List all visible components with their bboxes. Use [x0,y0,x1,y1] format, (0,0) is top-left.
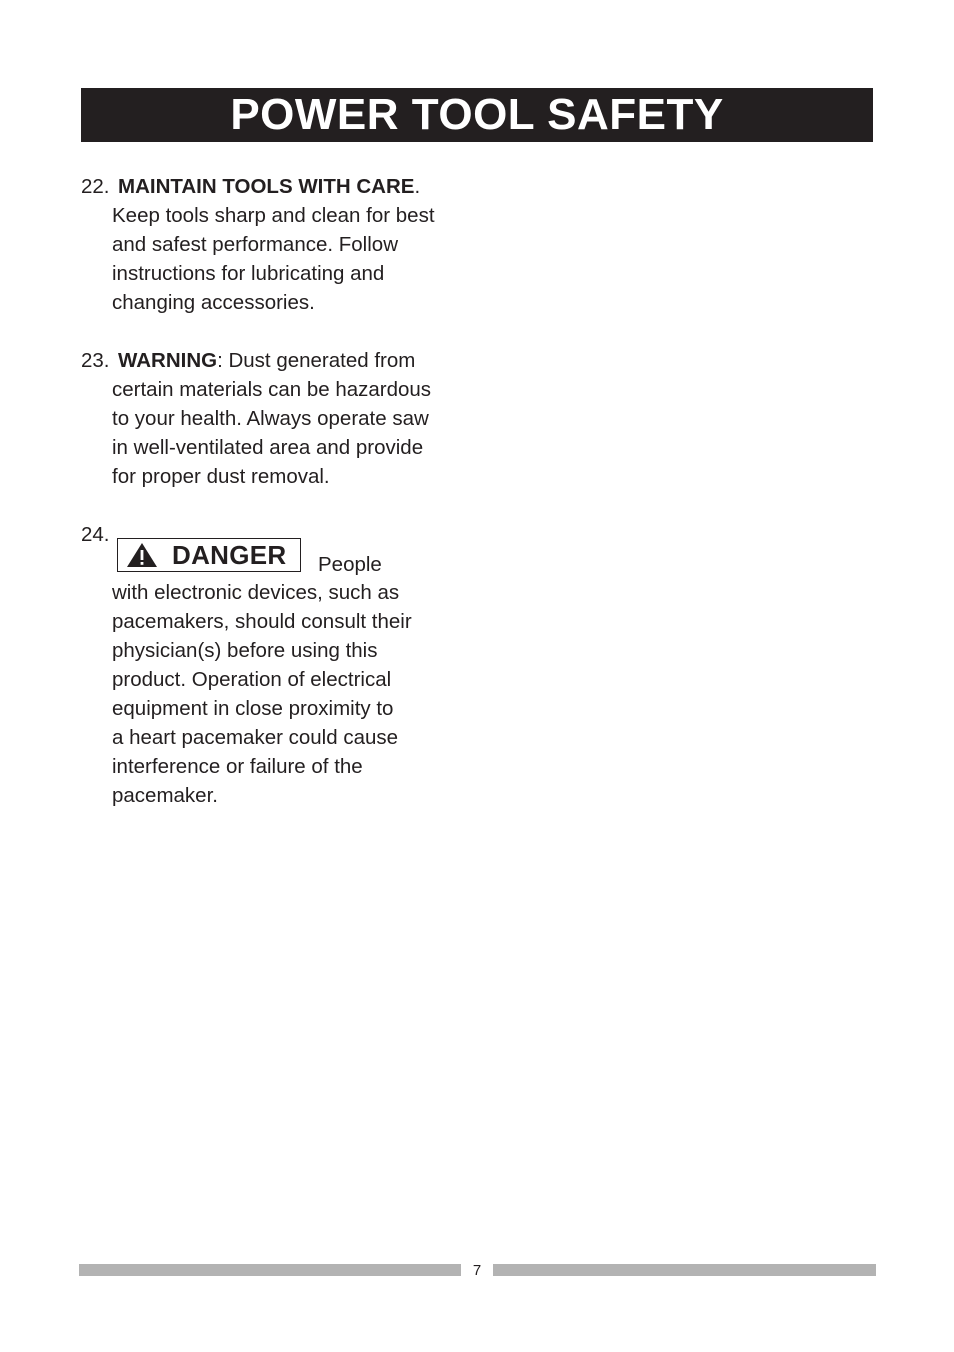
item-line: with electronic devices, such as [112,581,400,604]
item-heading-line [118,346,471,375]
item-line: and safest performance. Follow [112,233,398,256]
item-first-line-rest: : Dust generated from [217,349,416,372]
item-line: pacemakers, should consult their [112,610,412,633]
item-number: 22. [81,175,110,198]
item-heading: WARNING [118,349,218,372]
item-line: pacemaker. [112,784,218,807]
item-heading-line [118,172,471,201]
item-line: for proper dust removal. [112,465,330,488]
item-line: instructions for lubricating and [112,262,385,285]
item-line: Keep tools sharp and clean for best [112,204,435,227]
item-line: physician(s) before using this [112,639,378,662]
list-item-23 [81,346,471,491]
item-line: changing accessories. [112,291,315,314]
danger-label-box [117,538,301,572]
item-line: certain materials can be hazardous [112,378,432,401]
item-heading-suffix: . [414,175,421,198]
item-number: 24. [81,523,110,546]
item-line: to your health. Always operate saw [112,407,429,430]
warning-triangle-icon [126,542,158,568]
footer-rule-left [79,1264,461,1276]
item-line: a heart pacemaker could cause [112,726,399,749]
item-line: interference or failure of the [112,755,363,778]
page-title: POWER TOOL SAFETY [230,90,724,139]
page-number: 7 [472,1262,482,1279]
item-number: 23. [81,349,110,372]
item-line: product. Operation of electrical [112,668,392,691]
item-heading: MAINTAIN TOOLS WITH CARE [118,175,415,198]
title-bar [81,88,873,142]
list-item-22 [81,172,471,317]
danger-label: DANGER [172,539,287,570]
danger-row [81,520,471,578]
footer-rule-right [493,1264,876,1276]
item-line: equipment in close proximity to [112,697,394,720]
item-first-word: People [318,553,382,576]
item-line: in well-ventilated area and provide [112,436,424,459]
list-item-24 [81,520,471,810]
